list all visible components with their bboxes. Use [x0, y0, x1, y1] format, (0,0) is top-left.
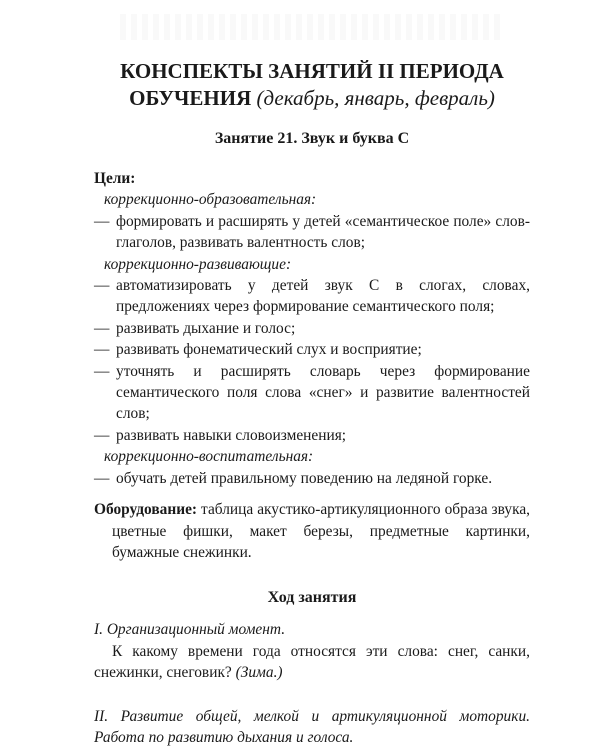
chapter-title-bold-part: ОБУЧЕНИЯ [129, 86, 252, 110]
chapter-title-line-2 [94, 85, 530, 112]
goal-item [94, 425, 530, 446]
goal-item [94, 318, 530, 339]
list-dash: — [94, 469, 110, 487]
goal-item-text: формировать и расширять у детей «семантическое поле» слов-глаголов, развивать валентность слов; [116, 212, 530, 252]
list-dash: — [94, 212, 110, 230]
goals-group-1-label: коррекционно-образовательная: [104, 191, 317, 209]
goal-item [94, 211, 530, 254]
chapter-title [94, 58, 530, 112]
goal-item-text: автоматизировать у детей звук С в слогах, словах, предложениях через формирование семантического поля; [116, 277, 530, 316]
step-2-title: II. Развитие общей, мелкой и артикуляционной моторики. Работа по развитию дыхания и голоса. [94, 707, 530, 746]
step-1-paragraph [94, 641, 530, 684]
equipment-label: Оборудование: [94, 501, 198, 519]
course-title: Ход занятия [267, 589, 357, 607]
goals-label: Цели: [94, 170, 136, 187]
goal-item [94, 275, 530, 318]
goal-item-text: развивать фонематический слух и восприятие; [116, 341, 422, 359]
step-1-answer: (Зима.) [235, 664, 283, 682]
list-dash: — [94, 277, 110, 295]
chapter-title-months: (декабрь, январь, февраль) [256, 86, 495, 110]
list-dash: — [94, 341, 110, 359]
goal-item-text: развивать дыхание и голос; [116, 319, 296, 337]
list-dash: — [94, 362, 110, 380]
list-dash: — [94, 426, 110, 444]
goals-group-2-label: коррекционно-развивающие: [104, 255, 292, 273]
step-1-text: К какому времени года относятся эти слова: снег, санки, снежинки, снеговик? [94, 642, 530, 682]
chapter-title-line-1: КОНСПЕКТЫ ЗАНЯТИЙ II ПЕРИОДА [120, 59, 504, 83]
goal-item [94, 361, 530, 425]
goal-item-text: развивать навыки словоизменения; [116, 426, 347, 444]
goal-item-text: уточнять и расширять словарь через формирование семантического поля слова «снег» и развитие валентностей слов; [116, 362, 530, 423]
equipment-text-block [94, 499, 530, 563]
equipment-text: таблица акустико-артикуляционного образа звука, цветные фишки, макет березы, предметные картинки, бумажные снежинки. [112, 501, 530, 561]
goals-group-3-label: коррекционно-воспитательная: [104, 448, 314, 466]
lesson-title: Занятие 21. Звук и буква С [214, 130, 410, 147]
goal-item [94, 339, 530, 360]
goal-item [94, 468, 530, 489]
equipment-paragraph [94, 499, 530, 563]
goal-item-text: обучать детей правильному поведению на ледяной горке. [116, 469, 493, 487]
bleed-through-texture [120, 14, 500, 40]
step-1-title: I. Организационный момент. [94, 621, 286, 639]
list-dash: — [94, 319, 110, 337]
